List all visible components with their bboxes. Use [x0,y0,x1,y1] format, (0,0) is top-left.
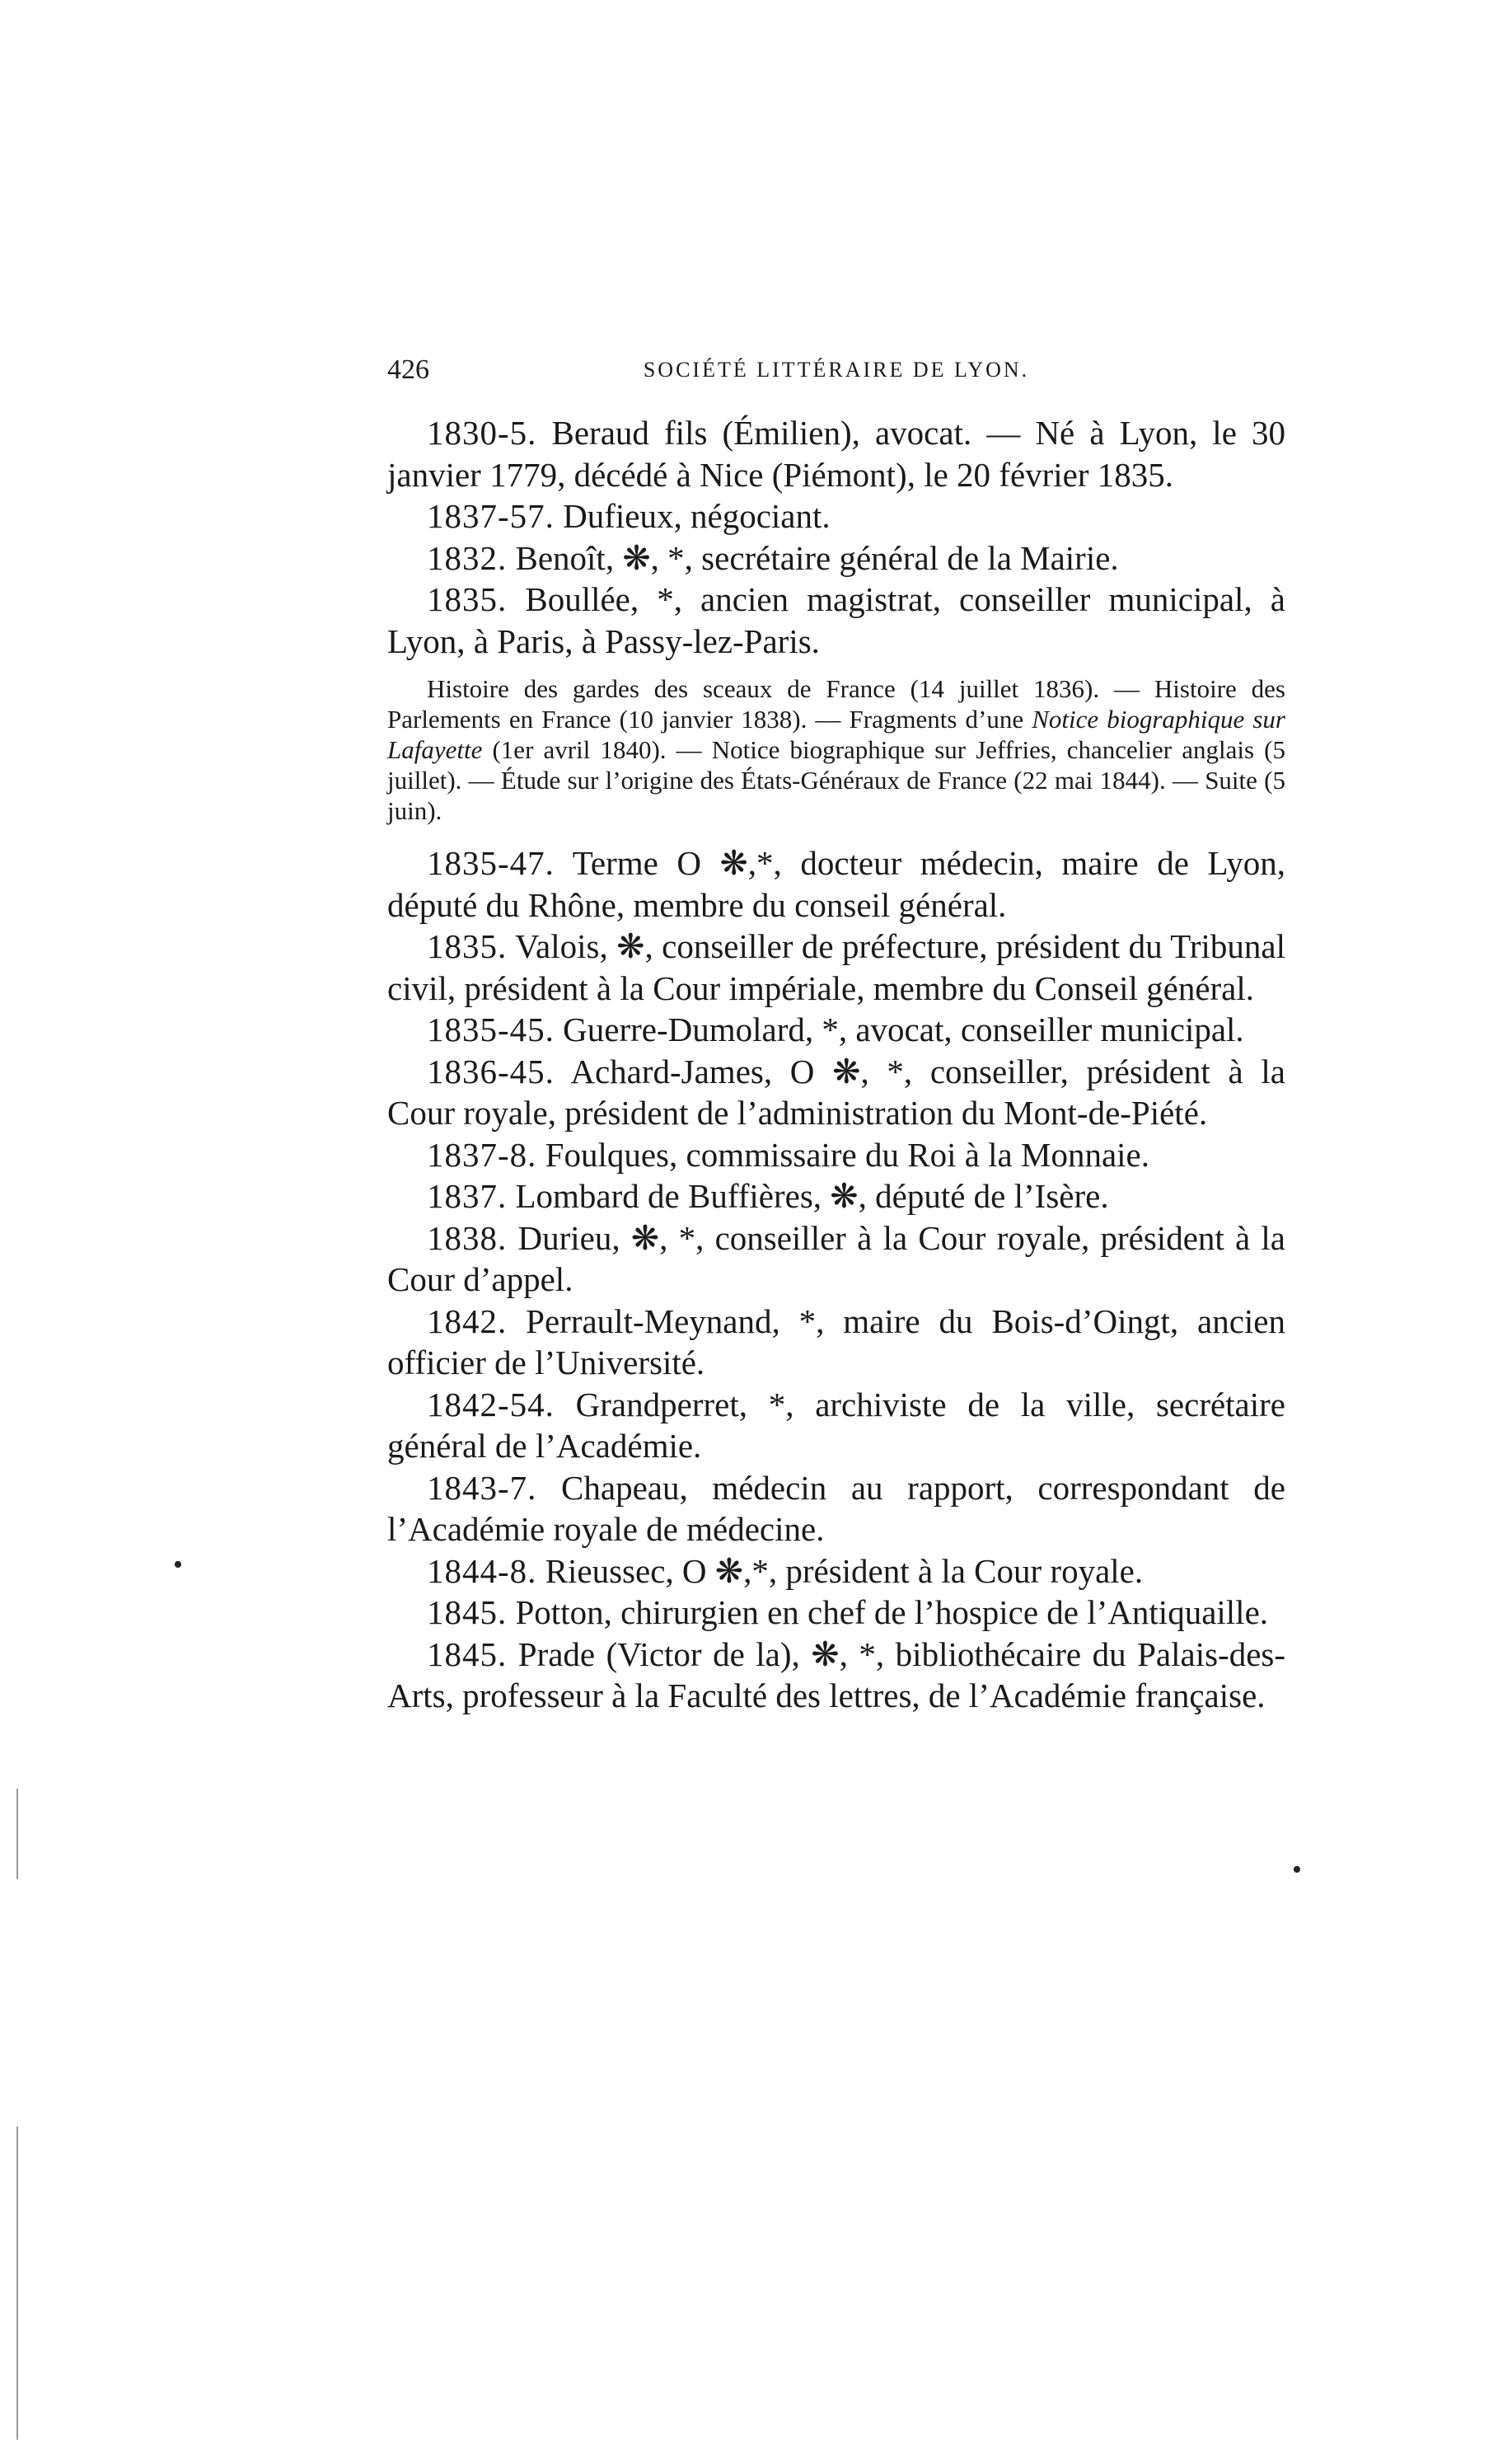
entry-text: Guerre-Dumolard, *, avocat, conseiller municipal. [563,1011,1244,1048]
entry-year: 1830-5. [427,414,537,452]
member-entry [387,1301,1285,1384]
entry-text: Terme O ❋,*, docteur médecin, maire de Lyon, député du Rhône, membre du conseil général. [387,844,1285,924]
entry-text: Grandperret, *, archiviste de la ville, secrétaire général de l’Académie. [387,1385,1285,1465]
entry-year: 1843-7. [427,1468,537,1507]
member-entry [387,537,1285,579]
entry-text: Rieussec, O ❋,*, président à la Cour royale. [545,1551,1144,1590]
entry-year: 1835. [427,927,508,965]
member-entry [387,1634,1285,1717]
entry-text: Foulques, commissaire du Roi à la Monnaie. [545,1135,1149,1174]
stray-dot-mark: • [1292,1855,1302,1885]
scan-edge-line [16,1789,18,1879]
scan-edge-line [16,2127,18,2440]
entry-text: Benoît, ❋, *, secrétaire général de la Mairie. [515,538,1119,577]
entry-text: Chapeau, médecin au rapport, correspondant de l’Académie royale de médecine. [387,1468,1285,1548]
works-italic-title: Notice biographique sur Lafayette [387,705,1285,764]
member-entry [387,495,1285,537]
entry-text: Lombard de Buffières, ❋, député de l’Isère. [515,1177,1109,1215]
entry-year: 1835-45. [427,1011,555,1048]
entry-year: 1837-8. [427,1135,537,1174]
entry-year: 1838. [427,1218,508,1257]
member-entry [387,1550,1285,1592]
member-entry [387,1217,1285,1301]
running-title: SOCIÉTÉ LITTÉRAIRE DE LYON. [643,358,1030,382]
entry-text: Durieu, ❋, *, conseiller à la Cour royale, président à la Cour d’appel. [387,1218,1285,1298]
member-entry [387,1592,1285,1634]
member-entry [387,1175,1285,1217]
member-entry [387,842,1285,926]
entry-year: 1837-57. [427,497,555,535]
entry-text: Boullée, *, ancien magistrat, conseiller municipal, à Lyon, à Paris, à Passy-lez-Paris. [387,580,1285,660]
member-entry [387,579,1285,662]
entry-year: 1844-8. [427,1551,537,1590]
entry-year: 1842. [427,1301,508,1340]
works-text-start: Histoire des gardes des sceaux de France (14 juillet 1836). — Histoire des Parlements en France (10 janvier 1838). — Fragments d’une [387,674,1285,734]
member-entry [387,1009,1285,1051]
member-entry [387,926,1285,1009]
entry-year: 1845. [427,1593,508,1631]
page-header [387,354,1285,387]
works-text-end: (1er avril 1840). — Notice biographique sur Jeffries, chancelier anglais (5 juillet). — Étude sur l’origine des États-Généraux de France (22 mai 1844). — Suite (5 juin). [387,735,1285,825]
member-entry [387,1134,1285,1176]
entry-text: Beraud fils (Émilien), avocat. — Né à Lyon, le 30 janvier 1779, décédé à Nice (Piémont), le 20 février 1835. [387,414,1285,494]
member-entry [387,412,1285,495]
stray-dot-mark: • [173,1550,183,1580]
entry-year: 1837. [427,1177,508,1215]
entry-year: 1842-54. [427,1385,555,1423]
entry-year: 1835. [427,580,508,618]
entry-year: 1845. [427,1634,508,1673]
entry-year: 1835-47. [427,844,555,882]
entry-year: 1832. [427,538,508,577]
book-page [387,354,1285,1717]
page-number: 426 [387,354,429,385]
works-list [387,673,1285,826]
entry-text: Valois, ❋, conseiller de préfecture, président du Tribunal civil, président à la Cour impériale, membre du Conseil général. [387,927,1285,1007]
member-entry [387,1051,1285,1134]
entry-text: Potton, chirurgien en chef de l’hospice de l’Antiquaille. [515,1593,1269,1631]
member-entry [387,1384,1285,1467]
entry-text: Dufieux, négociant. [563,497,831,535]
entry-text: Prade (Victor de la), ❋, *, bibliothécaire du Palais-des-Arts, professeur à la Faculté des lettres, de l’Académie française. [387,1634,1285,1714]
entry-text: Perrault-Meynand, *, maire du Bois-d’Oingt, ancien officier de l’Université. [387,1301,1286,1381]
entry-text: Achard-James, O ❋, *, conseiller, président à la Cour royale, président de l’administration du Mont-de-Piété. [387,1052,1285,1132]
entry-year: 1836-45. [427,1052,555,1090]
member-entry [387,1467,1285,1550]
